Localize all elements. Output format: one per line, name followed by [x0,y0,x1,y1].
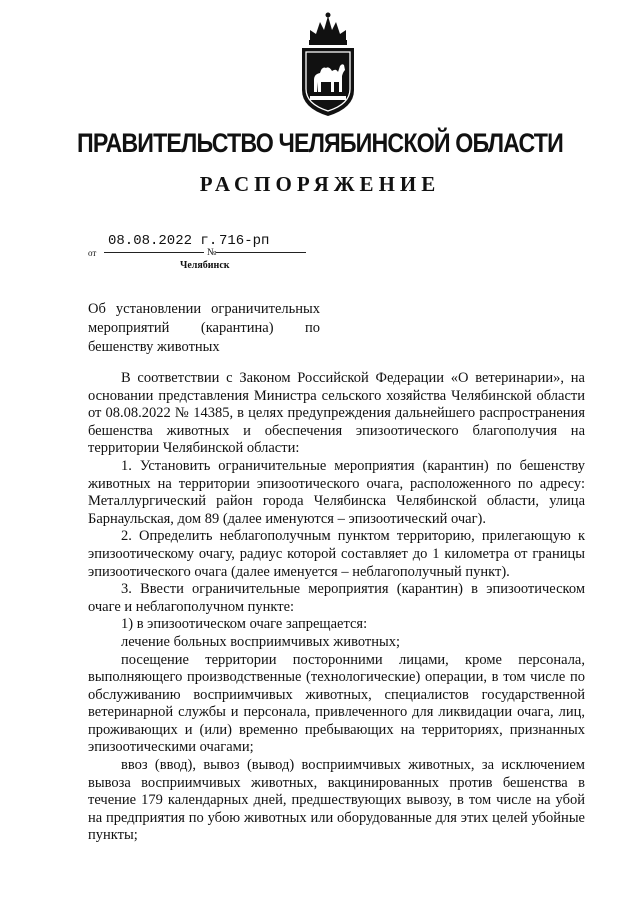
number-underline [216,252,306,253]
subject-line: Об установлении ограничительных [88,301,320,317]
coat-of-arms-emblem [296,10,360,118]
body-paragraph: посещение территории посторонними лицами, кроме персонала, выполняющего производственные (технологические) операции, в том числе по обслуживанию восприимчивых животных, специалистов государственной ветеринарной службы и персонала, привлеченного для ликвидации очага, лиц, проживающих и (или) временно пребывающих на территориях, признанных эпизоотическими очагами; [88,651,585,756]
document-subject [88,300,320,357]
body-paragraph: лечение больных восприимчивых животных; [121,633,400,650]
government-title: ПРАВИТЕЛЬСТВО ЧЕЛЯБИНСКОЙ ОБЛАСТИ [77,128,563,158]
date-underline [104,252,204,253]
subject-line: мероприятий (карантина) по [88,320,320,336]
date-prefix-label: от [88,248,97,258]
body-paragraph: 1) в эпизоотическом очаге запрещается: [121,616,368,633]
body-paragraph: 1. Установить ограничительные мероприятия (карантин) по бешенству животных на территории эпизоотического очага, расположенного по адресу: Металлургический район города Челябинска Челябинской области, улица Барнаульская, дом 89 (далее именуются – эпизоотический очаг). [88,457,585,527]
city-label: Челябинск [180,260,230,271]
document-body [88,370,585,845]
body-paragraph: 3. Ввести ограничительные мероприятия (карантин) в эпизоотическом очаге и неблагополучном пункте: [88,581,585,615]
body-paragraph: ввоз (ввод), вывоз (вывод) восприимчивых животных, за исключением вывоза восприимчивых животных, вакцинированных против бешенства в течение 179 календарных дней, предшествующих вывозу, в том числе на убой на предприятия по убою животных или оборудованные для этих целей убойные пункты; [88,757,585,844]
document-number: 716-рп [219,233,270,249]
document-type-heading: РАСПОРЯЖЕНИЕ [199,172,441,196]
subject-line: бешенству животных [88,339,220,355]
number-sign-label: № [207,247,217,258]
body-paragraph: В соответствии с Законом Российской Федерации «О ветеринарии», на основании представления Министра сельского хозяйства Челябинской области от 08.08.2022 № 14385, в целях предупреждения дальнейшего распространения бешенства животных и обеспечения эпизоотического благополучия на территории Челябинской области: [88,370,585,457]
body-paragraph: 2. Определить неблагополучным пунктом территорию, прилегающую к эпизоотическому очагу, радиус которой составляет до 1 километра от границы эпизоотического очага (далее именуется – неблагополучный пункт). [88,528,585,580]
document-date: 08.08.2022 г. [108,233,218,249]
